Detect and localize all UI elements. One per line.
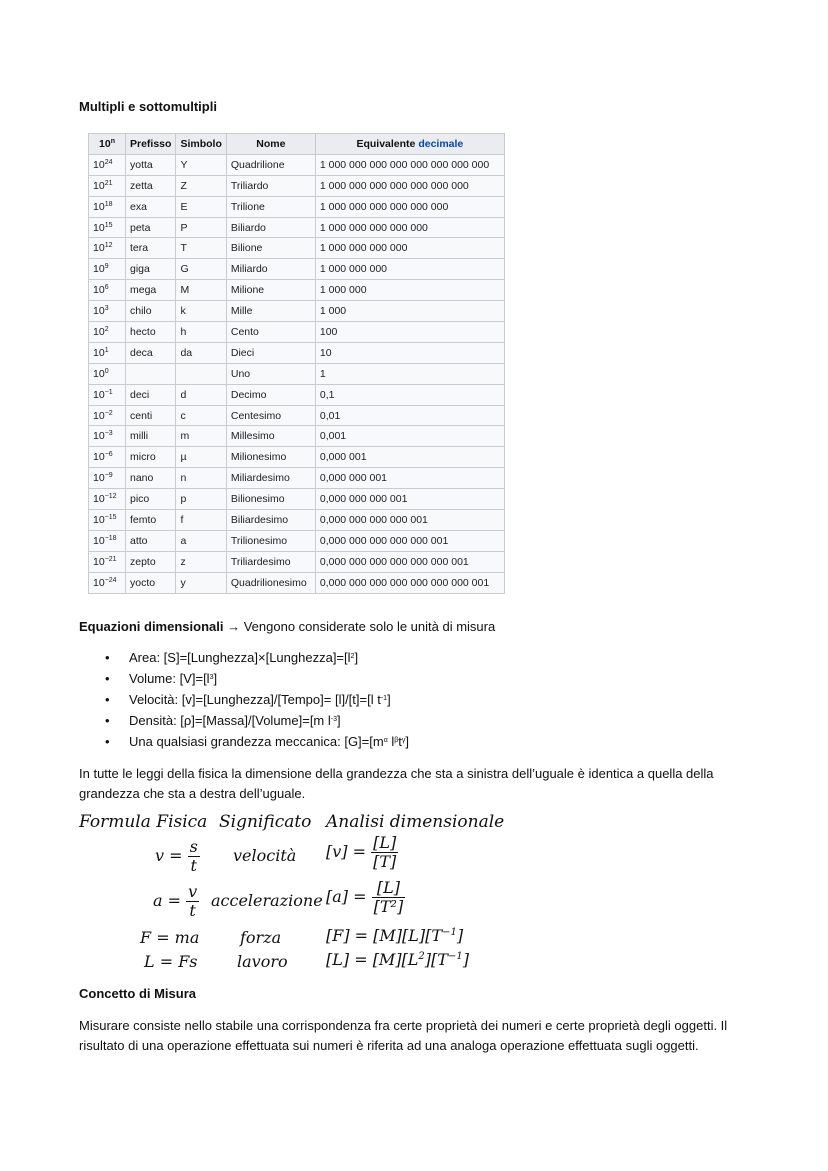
table-row: [89, 405, 505, 426]
cell-name: Decimo: [226, 384, 315, 405]
cell-prefix[interactable]: pico: [126, 489, 176, 510]
cell-symbol: Y: [176, 154, 226, 175]
col-header-name: Nome: [226, 134, 315, 155]
cell-power: $10^2$: [89, 322, 126, 343]
formula-acceleration: a = $\frac{v}{t}$: [153, 882, 198, 920]
formula-header-formula: Formula Fisica: [79, 812, 208, 832]
col-header-power: 10$^n$: [89, 134, 126, 155]
cell-symbol: [176, 363, 226, 384]
cell-symbol: p: [176, 489, 226, 510]
table-row: [89, 447, 505, 468]
cell-prefix[interactable]: yotta: [126, 154, 176, 175]
table-row: [89, 510, 505, 531]
cell-name[interactable]: Mille: [226, 301, 315, 322]
cell-prefix[interactable]: chilo: [126, 301, 176, 322]
cell-prefix[interactable]: atto: [126, 530, 176, 551]
cell-power: $10^{-15}$: [89, 510, 126, 531]
col-header-prefix: Prefisso: [126, 134, 176, 155]
bullet-icon: •: [105, 650, 110, 665]
cell-symbol: da: [176, 342, 226, 363]
bullet-icon: •: [105, 671, 110, 686]
table-row: [89, 322, 505, 343]
table-row: [89, 384, 505, 405]
cell-prefix[interactable]: milli: [126, 426, 176, 447]
cell-name: Biliardesimo: [226, 510, 315, 531]
cell-power: $10^3$: [89, 301, 126, 322]
cell-decimal: 1 000: [315, 301, 504, 322]
table-row: [89, 489, 505, 510]
cell-power: $10^{-2}$: [89, 405, 126, 426]
dimension-acceleration: [a] = $\frac{[L]}{\text{[T²]}}$: [326, 878, 404, 916]
table-row: [89, 551, 505, 572]
cell-symbol: G: [176, 259, 226, 280]
cell-prefix[interactable]: deci: [126, 384, 176, 405]
cell-decimal: 1: [315, 363, 504, 384]
table-row: [89, 342, 505, 363]
cell-name: Triliardesimo: [226, 551, 315, 572]
cell-decimal: 1 000 000: [315, 280, 504, 301]
cell-name[interactable]: Milione: [226, 280, 315, 301]
cell-power: $10^{-3}$: [89, 426, 126, 447]
cell-power: $10^{12}$: [89, 238, 126, 259]
cell-name[interactable]: Bilione: [226, 238, 315, 259]
cell-name: Centesimo: [226, 405, 315, 426]
cell-symbol: µ: [176, 447, 226, 468]
cell-decimal: 0,000 001: [315, 447, 504, 468]
dimension-velocity: [v] = $\frac{[L]}{[T]}$: [326, 833, 397, 871]
dimension-force: $[F] = [M][L][T^{-1}]$: [326, 926, 464, 945]
cell-decimal: 1 000 000 000 000 000 000 000 000: [315, 154, 504, 175]
cell-name[interactable]: Quadrilione: [226, 154, 315, 175]
col-header-decimal-label: Equivalente: [356, 137, 416, 150]
table-row: [89, 280, 505, 301]
cell-power: $10^{-12}$: [89, 489, 126, 510]
dimension-work: $[L] = [M][L^2][T^{-1}]$: [326, 950, 469, 969]
prefix-table: [88, 133, 505, 594]
cell-power: $10^{21}$: [89, 175, 126, 196]
cell-symbol: y: [176, 572, 226, 593]
paragraph-dimension-law: In tutte le leggi della fisica la dimensione della grandezza che sta a sinistra dell’uguale è identica a quella della grandezza che sta a destra dell’uguale.: [79, 766, 714, 801]
cell-prefix[interactable]: exa: [126, 196, 176, 217]
cell-decimal: 100: [315, 322, 504, 343]
cell-prefix[interactable]: femto: [126, 510, 176, 531]
cell-symbol: k: [176, 301, 226, 322]
cell-prefix[interactable]: hecto: [126, 322, 176, 343]
cell-name: Bilionesimo: [226, 489, 315, 510]
cell-name[interactable]: Biliardo: [226, 217, 315, 238]
cell-symbol: z: [176, 551, 226, 572]
cell-power: $10^{-1}$: [89, 384, 126, 405]
cell-decimal: 0,000 000 000 000 000 000 001: [315, 551, 504, 572]
cell-symbol: E: [176, 196, 226, 217]
cell-decimal: 0,000 000 000 001: [315, 489, 504, 510]
formula-header-meaning: Significato: [219, 812, 312, 832]
table-row: [89, 196, 505, 217]
cell-power: $10^{-24}$: [89, 572, 126, 593]
cell-power: $10^0$: [89, 363, 126, 384]
cell-power: $10^{24}$: [89, 154, 126, 175]
cell-decimal: 0,001: [315, 426, 504, 447]
list-item: • Una qualsiasi grandezza meccanica: $[G]=[m^\alpha$ $l^\beta t^\gamma$]: [79, 732, 409, 753]
bullet-icon: •: [105, 734, 110, 749]
cell-power: $10^{-18}$: [89, 530, 126, 551]
cell-decimal: 0,000 000 000 000 000 000 000 001: [315, 572, 504, 593]
cell-name[interactable]: Miliardo: [226, 259, 315, 280]
bullet-icon: •: [105, 692, 110, 707]
dimension-list: [79, 648, 409, 753]
cell-prefix[interactable]: yocto: [126, 572, 176, 593]
cell-prefix[interactable]: peta: [126, 217, 176, 238]
equazioni-line: [79, 619, 495, 634]
table-row: [89, 363, 505, 384]
formula-velocity: v = $\frac{s}{t}$: [155, 837, 198, 875]
col-header-symbol: Simbolo: [176, 134, 226, 155]
meaning-force: forza: [240, 928, 282, 947]
cell-symbol: M: [176, 280, 226, 301]
cell-decimal: 1 000 000 000 000 000 000: [315, 196, 504, 217]
cell-name: Trilionesimo: [226, 530, 315, 551]
arrow-icon: →: [227, 619, 241, 634]
cell-name: Quadrilionesimo: [226, 572, 315, 593]
cell-prefix[interactable]: tera: [126, 238, 176, 259]
cell-symbol: m: [176, 426, 226, 447]
cell-power: $10^{-21}$: [89, 551, 126, 572]
cell-power: $10^{18}$: [89, 196, 126, 217]
cell-power: $10^{15}$: [89, 217, 126, 238]
table-row: [89, 175, 505, 196]
cell-symbol: Z: [176, 175, 226, 196]
col-header-decimal: [315, 134, 504, 155]
cell-prefix[interactable]: zepto: [126, 551, 176, 572]
table-row: [89, 238, 505, 259]
cell-decimal: 0,000 000 000 000 000 001: [315, 530, 504, 551]
cell-decimal: 0,000 000 001: [315, 468, 504, 489]
list-item: • Velocità: [v]=[Lunghezza]/[Tempo]= [l]/[t]=[l $t^{-1}$]: [79, 690, 409, 711]
table-row: [89, 154, 505, 175]
cell-name[interactable]: Uno: [226, 363, 315, 384]
cell-name[interactable]: Trilione: [226, 196, 315, 217]
formula-force: F = ma: [140, 928, 200, 947]
table-row: [89, 572, 505, 593]
meaning-acceleration: accelerazione: [211, 891, 323, 910]
table-row: [89, 530, 505, 551]
cell-prefix[interactable]: centi: [126, 405, 176, 426]
cell-prefix[interactable]: micro: [126, 447, 176, 468]
cell-symbol: h: [176, 322, 226, 343]
cell-prefix[interactable]: deca: [126, 342, 176, 363]
cell-name: Miliardesimo: [226, 468, 315, 489]
cell-prefix[interactable]: zetta: [126, 175, 176, 196]
cell-power: $10^6$: [89, 280, 126, 301]
cell-prefix[interactable]: giga: [126, 259, 176, 280]
cell-prefix[interactable]: mega: [126, 280, 176, 301]
cell-power: $10^9$: [89, 259, 126, 280]
cell-name[interactable]: Triliardo: [226, 175, 315, 196]
cell-name: Milionesimo: [226, 447, 315, 468]
cell-name[interactable]: Cento: [226, 322, 315, 343]
list-item: • Volume: $[V]=[l^3]$: [79, 669, 409, 690]
cell-symbol: T: [176, 238, 226, 259]
paragraph-measure: Misurare consiste nello stabile una corrispondenza fra certe proprietà dei numeri e certe proprietà degli oggetti. Il risultato di una operazione effettuata sui numeri è riferita ad una analoga operazione effettuata sugli oggetti.: [79, 1018, 728, 1053]
cell-symbol: f: [176, 510, 226, 531]
meaning-work: lavoro: [237, 952, 288, 971]
heading-multipli: Multipli e sottomultipli: [79, 99, 217, 114]
cell-decimal: 1 000 000 000 000: [315, 238, 504, 259]
equazioni-description: Vengono considerate solo le unità di misura: [243, 619, 496, 634]
cell-name[interactable]: Dieci: [226, 342, 315, 363]
cell-prefix[interactable]: [126, 363, 176, 384]
list-item: • Densità: [ρ]=[Massa]/[Volume]=[m $l^{-3}$]: [79, 711, 409, 732]
table-row: [89, 259, 505, 280]
prefix-table-body: [89, 154, 505, 593]
cell-symbol: n: [176, 468, 226, 489]
table-row: [89, 468, 505, 489]
table-header-row: [89, 134, 505, 155]
list-item: • Area: $[S]=[Lunghezza]\times[Lunghezza]=[l^2]$: [79, 648, 409, 669]
decimal-link[interactable]: decimale: [418, 137, 464, 150]
cell-decimal: 0,01: [315, 405, 504, 426]
table-row: [89, 426, 505, 447]
formula-header-analysis: Analisi dimensionale: [326, 812, 505, 832]
cell-decimal: 1 000 000 000: [315, 259, 504, 280]
cell-power: $10^{-6}$: [89, 447, 126, 468]
cell-decimal: 1 000 000 000 000 000 000 000: [315, 175, 504, 196]
meaning-velocity: velocità: [233, 846, 297, 865]
heading-equazioni: Equazioni dimensionali: [79, 619, 224, 634]
cell-symbol: P: [176, 217, 226, 238]
bullet-icon: •: [105, 713, 110, 728]
cell-decimal: 0,1: [315, 384, 504, 405]
formula-work: L = Fs: [144, 952, 198, 971]
heading-concetto: Concetto di Misura: [79, 986, 197, 1001]
cell-name: Millesimo: [226, 426, 315, 447]
cell-power: $10^1$: [89, 342, 126, 363]
table-row: [89, 301, 505, 322]
cell-symbol: a: [176, 530, 226, 551]
cell-power: $10^{-9}$: [89, 468, 126, 489]
cell-symbol: d: [176, 384, 226, 405]
cell-decimal: 10: [315, 342, 504, 363]
cell-decimal: 0,000 000 000 000 001: [315, 510, 504, 531]
cell-symbol: c: [176, 405, 226, 426]
cell-decimal: 1 000 000 000 000 000: [315, 217, 504, 238]
cell-prefix[interactable]: nano: [126, 468, 176, 489]
table-row: [89, 217, 505, 238]
